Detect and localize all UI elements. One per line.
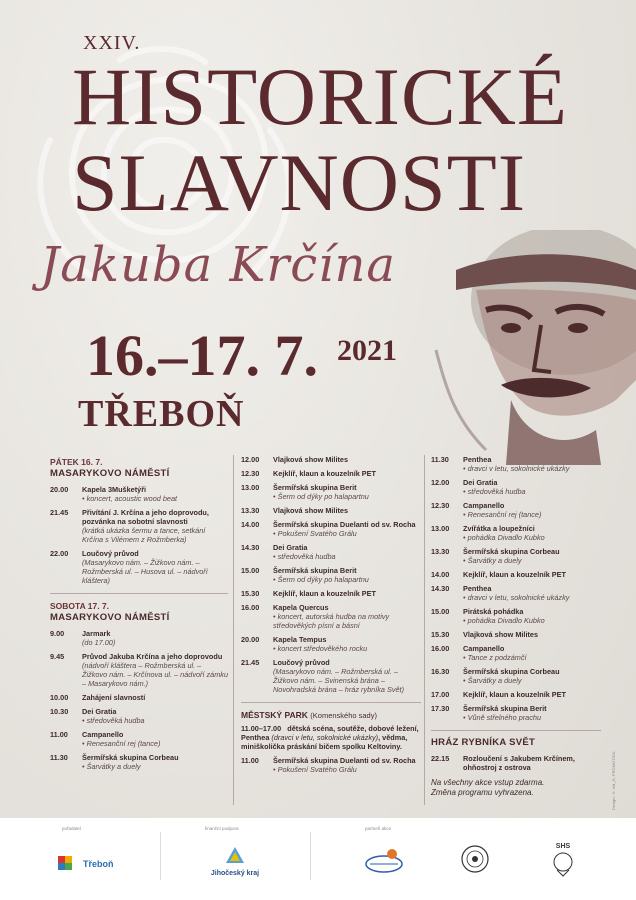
event-body xyxy=(273,635,421,653)
note-line-1: Na všechny akce vstup zdarma. xyxy=(431,778,545,787)
event-time: 14.00 xyxy=(241,520,260,529)
footer-divider xyxy=(310,832,311,880)
event-body xyxy=(82,753,228,771)
event-time: 17.30 xyxy=(431,704,450,713)
note-line-2: Změna programu vyhrazena. xyxy=(431,788,534,797)
event-name: Kapela Quercus xyxy=(273,603,329,612)
event-description: • Šarvátky a duely xyxy=(463,556,522,565)
event-body xyxy=(463,584,601,602)
event-time: 12.30 xyxy=(241,469,260,478)
event-body xyxy=(82,629,228,647)
event-time: 22.00 xyxy=(50,549,69,558)
program-column-3 xyxy=(431,455,601,798)
program-event xyxy=(241,756,421,774)
venue-heading: MASARYKOVO NÁMĚSTÍ xyxy=(50,612,170,623)
event-body xyxy=(463,455,601,473)
event-description: • Renesanční rej (tance) xyxy=(82,739,161,748)
event-time: 12.00 xyxy=(431,478,450,487)
event-body xyxy=(273,756,421,774)
event-body xyxy=(463,607,601,625)
section-divider xyxy=(431,730,601,731)
program-event xyxy=(241,506,421,515)
event-body xyxy=(82,693,228,702)
park-event-list xyxy=(241,756,421,774)
program-event xyxy=(431,690,601,699)
event-description: • koncert, autorská hudba na motivy středověkých písní a básní xyxy=(273,612,390,630)
event-time: 15.00 xyxy=(241,566,260,575)
event-name: Šermířská skupina Corbeau xyxy=(82,753,179,762)
event-body xyxy=(463,644,601,662)
event-time: 22.15 xyxy=(431,754,450,763)
event-body xyxy=(463,630,601,639)
event-name: Penthea xyxy=(463,584,492,593)
event-name: Campanello xyxy=(82,730,124,739)
trebon-logo xyxy=(58,856,114,872)
event-time: 9.00 xyxy=(50,629,65,638)
event-body xyxy=(273,483,421,501)
program-event xyxy=(241,483,421,501)
program-event xyxy=(241,566,421,584)
edition-number: XXIV. xyxy=(83,32,141,54)
park-subtitle: (Komenského sady) xyxy=(310,711,377,720)
title-historicke: HISTORICKÉ xyxy=(72,51,568,142)
event-description: • pohádka Divadlo Kubko xyxy=(463,616,545,625)
event-name: Dei Gratia xyxy=(82,707,117,716)
program-event xyxy=(241,455,421,464)
program-event xyxy=(241,469,421,478)
event-time: 11.00 xyxy=(241,756,259,765)
venue-heading: MASARYKOVO NÁMĚSTÍ xyxy=(50,468,170,479)
financial-support-label: finanční podpora xyxy=(205,826,239,831)
festival-city: TŘEBOŇ xyxy=(78,393,245,435)
program-event xyxy=(50,753,228,771)
day-heading-friday: PÁTEK 16. 7. xyxy=(50,457,103,467)
program-event xyxy=(241,603,421,630)
festival-dates: 16.–17. 7. xyxy=(86,323,318,388)
park-italic: (dravci v letu, sokolnické ukázky) xyxy=(271,733,379,742)
event-list xyxy=(241,455,421,694)
event-time: 20.00 xyxy=(241,635,260,644)
event-description: • koncert, acoustic wood beat xyxy=(82,494,178,503)
event-body xyxy=(82,485,228,503)
event-description: • Renesanční rej (tance) xyxy=(463,510,542,519)
event-time: 14.30 xyxy=(241,543,260,552)
event-name: Zvířátka a loupežníci xyxy=(463,524,535,533)
event-time: 11.00 xyxy=(50,730,68,739)
event-name: Kejklíř, klaun a kouzelník PET xyxy=(273,589,377,598)
event-description: (krátká ukázka šermu a tance, setkání Krčína s Vilémem z Rožmberka) xyxy=(82,526,206,544)
event-body xyxy=(463,704,601,722)
event-name: Penthea xyxy=(463,455,492,464)
section-divider xyxy=(50,593,228,594)
title-jakuba-krcina: Jakuba Krčína xyxy=(40,237,397,293)
event-description: • středověká hudba xyxy=(463,487,526,496)
event-body xyxy=(463,570,601,579)
event-name: Zahájení slavností xyxy=(82,693,146,702)
event-name: Průvod Jakuba Krčína a jeho doprovodu xyxy=(82,652,223,661)
program-event xyxy=(431,667,601,685)
event-description: • Šerm od dýky po halapartnu xyxy=(273,492,369,501)
venue-heading-hraz: HRÁZ RYBNÍKA SVĚT xyxy=(431,737,536,748)
event-body xyxy=(463,547,601,565)
event-body xyxy=(273,658,421,694)
event-name: Vlajková show Milites xyxy=(463,630,539,639)
event-name: Kejklíř, klaun a kouzelník PET xyxy=(273,469,377,478)
event-time: 13.00 xyxy=(241,483,260,492)
program-event xyxy=(50,508,228,544)
day-heading-saturday: SOBOTA 17. 7. xyxy=(50,601,110,611)
program-event xyxy=(50,485,228,503)
event-name: Šermířská skupina Duelanti od sv. Rocha xyxy=(273,520,416,529)
event-description: (do 17.00) xyxy=(82,638,116,647)
event-time: 14.30 xyxy=(431,584,450,593)
column-divider xyxy=(424,455,425,805)
section-divider xyxy=(241,702,421,703)
event-description: (Masarykovo nám. – Žižkovo nám. – Rožmberská ul. – Husova ul. – nádvoří kláštera) xyxy=(82,558,208,585)
program-event xyxy=(431,547,601,565)
program-event xyxy=(241,520,421,538)
event-name: Pirátská pohádka xyxy=(463,607,524,616)
partners-label: partneři akce xyxy=(365,826,392,831)
program-event xyxy=(241,589,421,598)
program-event xyxy=(50,730,228,748)
park-title: MĚSTSKÝ PARK xyxy=(241,710,308,720)
park-time: 11.00–17.00 xyxy=(241,724,282,733)
event-time: 16.30 xyxy=(431,667,450,676)
event-body xyxy=(82,508,228,544)
event-description: • Tance z podzámčí xyxy=(463,653,527,662)
event-time: 13.00 xyxy=(431,524,450,533)
event-name: Kapela 3Mušketýři xyxy=(82,485,147,494)
event-body xyxy=(82,707,228,725)
event-time: 10.00 xyxy=(50,693,69,702)
krcin-portrait-image xyxy=(416,230,636,470)
partner-fish-logo xyxy=(362,848,406,876)
program-event xyxy=(431,607,601,625)
event-time: 10.30 xyxy=(50,707,69,716)
friday-event-list xyxy=(50,485,228,585)
program-column-1 xyxy=(50,455,228,776)
event-name: Šermířská skupina Berit xyxy=(273,566,357,575)
event-name: Šermířská skupina Duelanti od sv. Rocha xyxy=(273,756,416,765)
event-body xyxy=(82,652,228,688)
event-name: Kejklíř, klaun a kouzelník PET xyxy=(463,570,567,579)
event-time: 20.00 xyxy=(50,485,69,494)
partner-seal-logo xyxy=(460,844,490,874)
event-name: Loučový průvod xyxy=(273,658,330,667)
program-event xyxy=(431,478,601,496)
event-name: Přivítání J. Krčína a jeho doprovodu, pozvánka na sobotní slavnosti xyxy=(82,508,209,526)
event-body xyxy=(273,603,421,630)
event-body xyxy=(273,469,421,478)
jihocesky-kraj-logo xyxy=(205,846,265,877)
design-credit: Design: © eM_G, PROMOTION xyxy=(611,751,616,810)
event-name: Loučový průvod xyxy=(82,549,139,558)
event-description: • Šarvátky a duely xyxy=(82,762,141,771)
event-description: • dravci v letu, sokolnické ukázky xyxy=(463,593,570,602)
program-event xyxy=(431,455,601,473)
title-slavnosti: SLAVNOSTI xyxy=(72,137,526,228)
program-column-2 xyxy=(241,455,421,779)
event-time: 16.00 xyxy=(241,603,260,612)
event-description: • Šarvátky a duely xyxy=(463,676,522,685)
program-event xyxy=(431,644,601,662)
event-time: 13.30 xyxy=(431,547,450,556)
event-description: • pohádka Divadlo Kubko xyxy=(463,533,545,542)
event-time: 11.30 xyxy=(431,455,449,464)
sponsor-footer xyxy=(0,818,636,900)
event-description: • Vůně střelného prachu xyxy=(463,713,542,722)
program-event xyxy=(241,543,421,561)
program-event xyxy=(431,754,601,772)
event-name: Šermířská skupina Berit xyxy=(463,704,547,713)
event-time: 21.45 xyxy=(241,658,260,667)
event-body xyxy=(273,455,421,464)
program-event xyxy=(50,707,228,725)
event-body xyxy=(273,543,421,561)
program-event xyxy=(431,524,601,542)
program-event xyxy=(431,584,601,602)
event-time: 17.00 xyxy=(431,690,450,699)
event-description: • středověká hudba xyxy=(273,552,336,561)
event-name: Kejklíř, klaun a kouzelník PET xyxy=(463,690,567,699)
event-time: 13.30 xyxy=(241,506,260,515)
saturday-event-list xyxy=(50,629,228,771)
jihocesky-kraj-text: Jihočeský kraj xyxy=(210,870,260,877)
event-body xyxy=(273,589,421,598)
event-name: Jarmark xyxy=(82,629,111,638)
event-name: Vlajková show Milites xyxy=(273,455,349,464)
event-time: 16.00 xyxy=(431,644,450,653)
park-text: dětská scéna, soutěže, dobové ležení, Penthea xyxy=(241,724,419,742)
event-name: Kapela Tempus xyxy=(273,635,327,644)
program-event xyxy=(50,693,228,702)
event-time: 12.30 xyxy=(431,501,450,510)
program-event xyxy=(50,549,228,585)
event-description: • Pokušení Svatého Grálu xyxy=(273,529,357,538)
event-time: 11.30 xyxy=(50,753,68,762)
event-description: • koncert středověkého rocku xyxy=(273,644,368,653)
trebon-logo-icon xyxy=(58,856,80,872)
program-event xyxy=(431,570,601,579)
trebon-logo-text: Třeboň xyxy=(83,859,114,869)
event-body xyxy=(463,667,601,685)
event-name: Vlajková show Milites xyxy=(273,506,349,515)
organizer-label: pořadatel xyxy=(62,826,81,831)
event-body xyxy=(82,549,228,585)
event-body xyxy=(273,506,421,515)
event-time: 14.00 xyxy=(431,570,450,579)
program-event xyxy=(431,630,601,639)
event-body xyxy=(273,520,421,538)
event-time: 12.00 xyxy=(241,455,260,464)
event-name: Šermířská skupina Berit xyxy=(273,483,357,492)
program-event xyxy=(241,658,421,694)
festival-year: 2021 xyxy=(337,334,397,367)
svg-text:SHS: SHS xyxy=(555,843,571,850)
event-name: Šermířská skupina Corbeau xyxy=(463,547,560,556)
event-description: • středověká hudba xyxy=(82,716,145,725)
park-text-2: , vědma, miniškolička práskání bičem spolku Keltoviny. xyxy=(241,733,408,751)
event-name: Dei Gratia xyxy=(463,478,498,487)
event-body xyxy=(463,524,601,542)
event-description: (Masarykovo nám. – Rožmberská ul. – Žižkovo nám. – Svinenská brána – Novohradská brána – hráz rybníka Svět) xyxy=(273,667,405,694)
event-body xyxy=(82,730,228,748)
event-time: 15.00 xyxy=(431,607,450,616)
event-description: (nádvoří kláštera – Rožmberská ul. – Žižkovo nám. – Krčínova ul. – nádvoří zámku – Masarykovo nám.) xyxy=(82,661,229,688)
free-entry-note xyxy=(431,778,601,798)
venue-heading-park xyxy=(241,709,421,722)
event-description: • Pokušení Svatého Grálu xyxy=(273,765,357,774)
event-time: 15.30 xyxy=(431,630,450,639)
event-name: Dei Gratia xyxy=(273,543,308,552)
event-name: Campanello xyxy=(463,644,505,653)
event-name: Šermířská skupina Corbeau xyxy=(463,667,560,676)
program-event xyxy=(50,652,228,688)
event-name: Rozloučení s Jakubem Krčínem, ohňostroj z ostrova xyxy=(463,754,575,772)
event-body xyxy=(463,690,601,699)
park-program xyxy=(241,724,421,751)
program-event xyxy=(431,501,601,519)
event-time: 9.45 xyxy=(50,652,65,661)
event-body xyxy=(273,566,421,584)
event-body xyxy=(463,478,601,496)
event-body xyxy=(463,501,601,519)
footer-divider xyxy=(160,832,161,880)
event-name: Campanello xyxy=(463,501,505,510)
program-event xyxy=(50,629,228,647)
event-list xyxy=(431,455,601,722)
event-body xyxy=(463,754,601,772)
hraz-event-list xyxy=(431,754,601,772)
partner-shs-logo xyxy=(548,840,578,880)
column-divider xyxy=(233,455,234,805)
event-time: 21.45 xyxy=(50,508,69,517)
event-time: 15.30 xyxy=(241,589,260,598)
program-event xyxy=(241,635,421,653)
jihocesky-kraj-icon xyxy=(225,846,245,866)
program-event xyxy=(431,704,601,722)
event-description: • dravci v letu, sokolnické ukázky xyxy=(463,464,570,473)
event-description: • Šerm od dýky po halapartnu xyxy=(273,575,369,584)
